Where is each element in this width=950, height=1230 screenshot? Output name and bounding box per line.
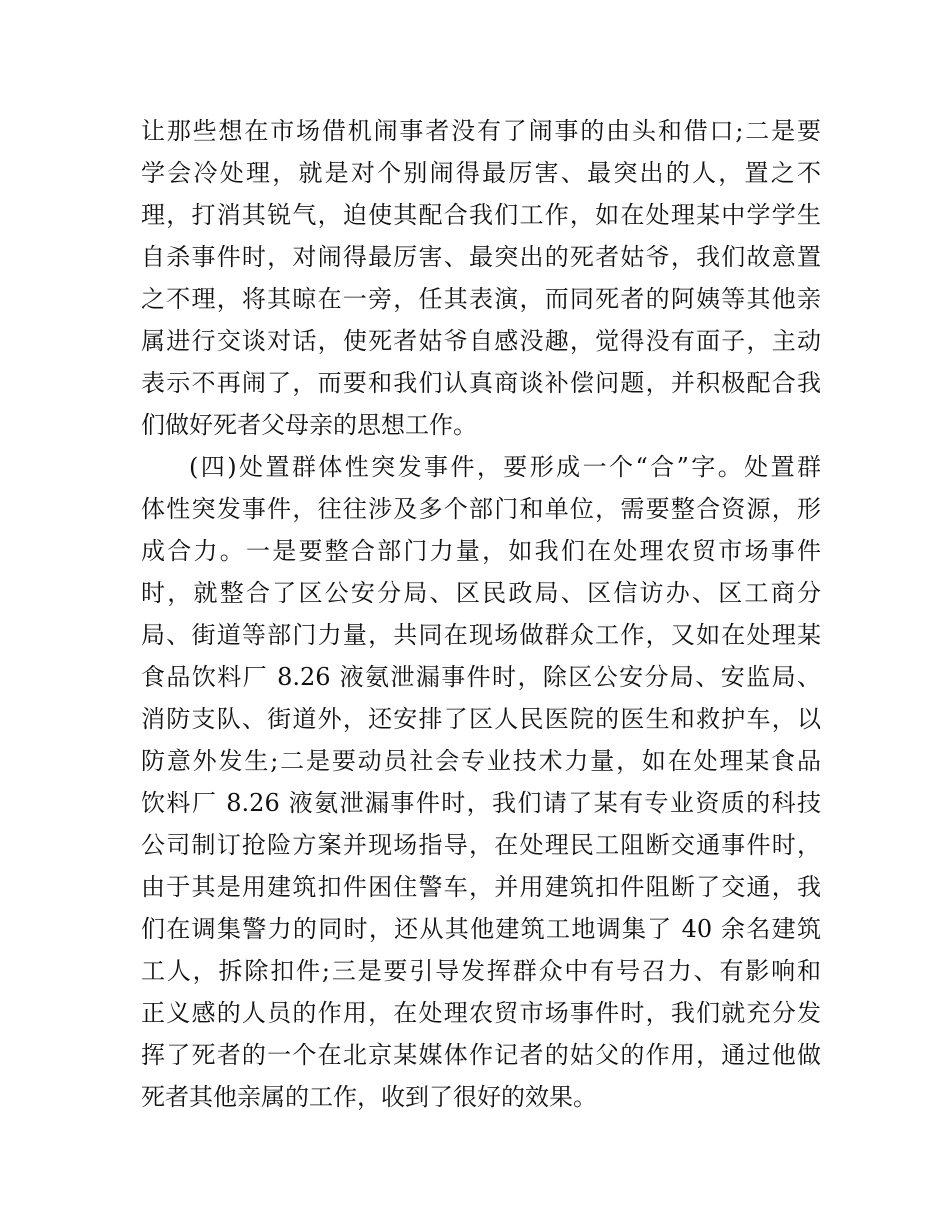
text-line: 正义感的人员的作用，在处理农贸市场事件时，我们就充分发 — [141, 999, 821, 1027]
text-line: 之不理，将其晾在一旁，任其表演，而同死者的阿姨等其他亲 — [141, 285, 821, 313]
text-line: 饮料厂 8.26 液氨泄漏事件时，我们请了某有专业资质的科技 — [141, 789, 821, 817]
text-line: 死者其他亲属的工作，收到了很好的效果。 — [141, 1083, 597, 1111]
text-line: 局、街道等部门力量，共同在现场做群众工作，又如在处理某 — [141, 621, 821, 649]
text-line: 自杀事件时，对闹得最厉害、最突出的死者姑爷，我们故意置 — [141, 243, 821, 271]
text-line: 体性突发事件，往往涉及多个部门和单位，需要整合资源，形 — [141, 495, 821, 523]
text-line: 由于其是用建筑扣件困住警车，并用建筑扣件阻断了交通，我 — [141, 873, 821, 901]
text-line: 表示不再闹了，而要和我们认真商谈补偿问题，并积极配合我 — [141, 369, 821, 397]
text-line: 工人，拆除扣件;三是要引导发挥群众中有号召力、有影响和 — [141, 957, 821, 985]
text-line: 挥了死者的一个在北京某媒体作记者的姑父的作用，通过他做 — [141, 1041, 821, 1069]
text-line: 食品饮料厂 8.26 液氨泄漏事件时，除区公安分局、安监局、 — [141, 663, 821, 691]
text-line: 让那些想在市场借机闹事者没有了闹事的由头和借口;二是要 — [141, 117, 821, 145]
text-line: 消防支队、街道外，还安排了区人民医院的医生和救护车，以 — [141, 705, 821, 733]
text-line: 属进行交谈对话，使死者姑爷自感没趣，觉得没有面子，主动 — [141, 327, 821, 355]
text-line: 成合力。一是要整合部门力量，如我们在处理农贸市场事件 — [141, 537, 821, 565]
text-line: 们做好死者父母亲的思想工作。 — [141, 411, 477, 439]
text-line: 防意外发生;二是要动员社会专业技术力量，如在处理某食品 — [141, 747, 821, 775]
text-line: 公司制订抢险方案并现场指导，在处理民工阻断交通事件时， — [141, 831, 821, 859]
text-line: 时，就整合了区公安分局、区民政局、区信访办、区工商分 — [141, 579, 821, 607]
body-text — [141, 110, 821, 1118]
text-line: 理，打消其锐气，迫使其配合我们工作，如在处理某中学学生 — [141, 201, 821, 229]
text-line: (四)处置群体性突发事件，要形成一个“合”字。处置群 — [189, 453, 821, 481]
text-line: 学会冷处理，就是对个别闹得最厉害、最突出的人，置之不 — [141, 159, 821, 187]
text-line: 们在调集警力的同时，还从其他建筑工地调集了 40 余名建筑 — [141, 915, 821, 943]
